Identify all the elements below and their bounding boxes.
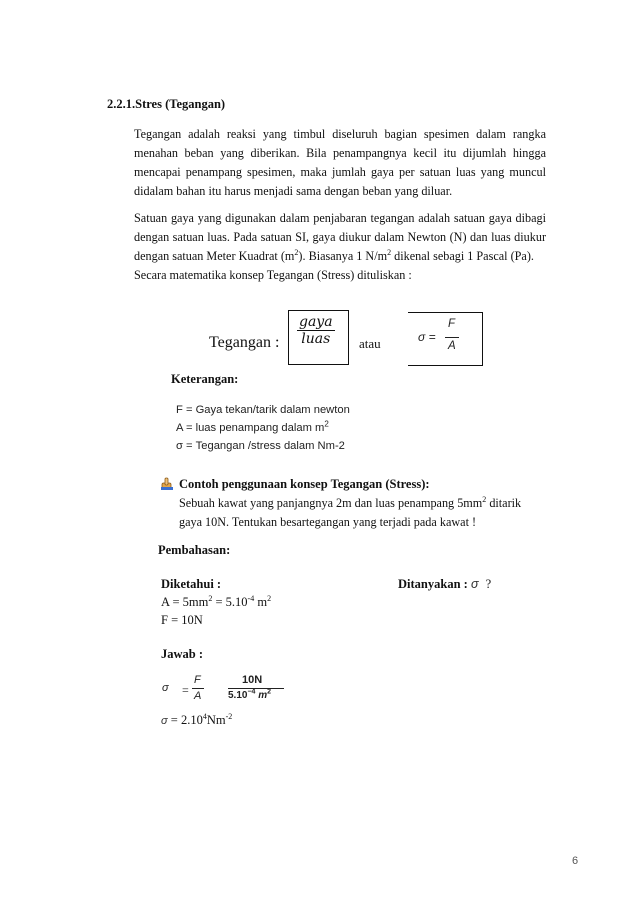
- paragraph-2: Satuan gaya yang digunakan dalam penjabaran tegangan adalah satuan gaya dibagi dengan satuan luas. Pada satuan SI, gaya diukur dalam Newton (N) dan luas diukur dengan satuan Meter Kuadrat $(m^2)$. Biasanya 1 $N/m^2$ dikenal sebagi 1 Pascal (Pa).: [134, 211, 546, 263]
- sigma-fraction-den: A: [448, 340, 456, 352]
- formula-label: Tegangan :: [209, 334, 280, 351]
- pointing-hand-icon: [160, 477, 174, 491]
- sigma-lhs: σ =: [418, 330, 436, 344]
- keterangan-item: σ = Tegangan /stress dalam Nm-2: [176, 440, 345, 452]
- step1-num-f: F: [194, 674, 201, 686]
- page-number: 6: [572, 855, 579, 867]
- keterangan-item: A = luas penampang dalam $m^2$: [176, 419, 329, 434]
- example-line-2: gaya 10N. Tentukan besartegangan yang terjadi pada kawat !: [179, 515, 477, 529]
- keterangan-list: [176, 401, 350, 455]
- paragraph-3: Secara matematika konsep Tegangan (Stress) dituliskan :: [134, 268, 412, 282]
- section-heading: [107, 97, 225, 112]
- result-sigma: σ: [161, 715, 168, 727]
- step1-num-10n: 10N: [242, 674, 263, 686]
- gaya-luas-fraction: [297, 314, 335, 347]
- sigma-fraction-num: F: [448, 318, 456, 330]
- fraction-denominator: luas: [301, 331, 331, 347]
- answer-step-1: [160, 672, 300, 712]
- step1-den-a: A: [194, 690, 202, 702]
- step1-den-area: $5.10^{-4}$ $m^2$: [228, 688, 272, 701]
- keterangan-item: F = Gaya tekan/tarik dalam newton: [176, 404, 350, 416]
- known-area-line: $A = 5mm^2 = 5.10^{-4}$ $m^2$: [161, 593, 272, 609]
- step1-bar-2: [228, 688, 284, 689]
- asked-sigma: σ: [470, 577, 479, 591]
- sigma-fraction-bar: [445, 337, 459, 338]
- formula-or: atau: [359, 336, 381, 351]
- fraction-box-right-border: [348, 310, 349, 365]
- solution-title: Pembahasan:: [158, 543, 231, 557]
- known-force-line: F = 10N: [161, 613, 203, 627]
- example-line-1: Sebuah kawat yang panjangnya 2m dan luas penampang $5mm^2$ ditarik: [179, 494, 522, 510]
- paragraph-1: Tegangan adalah reaksi yang timbul diseluruh bagian spesimen dalam rangka menahan beban yang diberikan. Bila penampangnya kecil itu dijumlah hingga mencapai penampang spesimen, maka jumlah gaya per satuan luas yang muncul didalam bahan itu harus menjadi sama dengan beban yang diluar.: [134, 127, 546, 198]
- sigma-formula-box: [408, 312, 483, 366]
- known-title: Diketahui :: [161, 577, 222, 591]
- formula-fraction-box: [288, 310, 349, 365]
- step1-bar-1: [192, 688, 204, 689]
- example-title: Contoh penggunaan konsep Tegangan (Stress):: [179, 477, 430, 491]
- step1-sigma: σ: [162, 682, 169, 694]
- asked-title: Ditanyakan :: [398, 577, 468, 591]
- step1-equals: =: [182, 683, 189, 697]
- answer-title: Jawab :: [161, 647, 204, 661]
- fraction-numerator: gaya: [299, 314, 333, 330]
- section-number: 2.2.1.: [107, 97, 136, 111]
- asked-row: [398, 577, 491, 592]
- answer-result: $\sigma = 2.10^4Nm^{-2}$: [161, 711, 233, 727]
- section-title: Stres (Tegangan): [135, 97, 226, 111]
- asked-question-mark: ?: [485, 577, 492, 591]
- keterangan-title: Keterangan:: [171, 372, 239, 386]
